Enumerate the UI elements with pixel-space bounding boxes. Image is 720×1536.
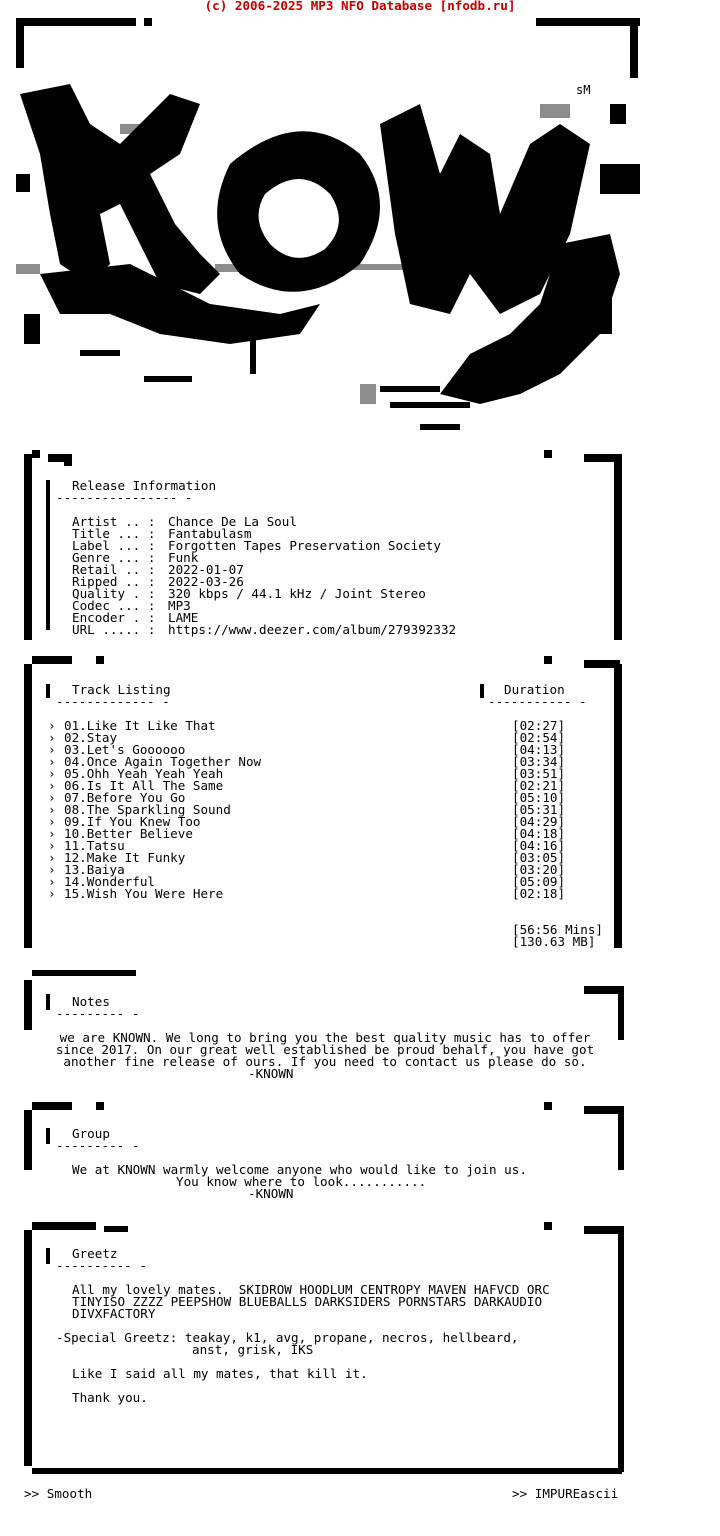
chevron-icon: › — [48, 790, 56, 805]
field-label: Label ... : — [72, 538, 156, 553]
field-value: 320 kbps / 44.1 kHz / Joint Stereo — [168, 586, 426, 601]
track-name: 08.The Sparkling Sound — [64, 802, 231, 817]
notes-section — [24, 970, 626, 1082]
group-section — [24, 1102, 626, 1202]
group-line: You know where to look........... — [176, 1174, 427, 1189]
section-header: Track Listing — [72, 682, 171, 697]
track-duration: [04:16] — [512, 838, 566, 853]
track-duration: [05:10] — [512, 790, 566, 805]
track-name: 09.If You Knew Too — [64, 814, 201, 829]
section-rule: --------- - — [56, 1006, 140, 1021]
chevron-icon: › — [48, 814, 56, 829]
track-name: 03.Let's Goooooo — [64, 742, 186, 757]
track-name: 13.Baiya — [64, 862, 125, 877]
track-duration: [04:13] — [512, 742, 566, 757]
field-value: Forgotten Tapes Preservation Society — [168, 538, 441, 553]
track-name: 11.Tatsu — [64, 838, 125, 853]
svg-text:sM: sM — [576, 83, 591, 97]
section-rule: ------------- - — [56, 694, 170, 709]
greetz-line: All my lovely mates. SKIDROW HOODLUM CENTROPY MAVEN HAFVCD ORC — [72, 1282, 550, 1297]
greetz-line: anst, grisk, IKS — [192, 1342, 314, 1357]
field-value: Chance De La Soul — [168, 514, 297, 529]
track-duration: [02:54] — [512, 730, 566, 745]
track-duration: [03:34] — [512, 754, 566, 769]
track-duration: [05:31] — [512, 802, 566, 817]
section-header: Greetz — [72, 1246, 118, 1261]
chevron-icon: › — [48, 778, 56, 793]
field-label: URL ..... : — [72, 622, 156, 637]
track-duration: [05:09] — [512, 874, 566, 889]
field-value: https://www.deezer.com/album/279392332 — [168, 622, 457, 637]
total-time: [56:56 Mins] — [512, 922, 603, 937]
chevron-icon: › — [48, 754, 56, 769]
field-value: MP3 — [168, 598, 191, 613]
signature: -KNOWN — [248, 1186, 294, 1201]
credit-line: (c) 2006-2025 MP3 NFO Database [nfodb.ru] — [204, 0, 516, 13]
release-section — [24, 450, 626, 640]
track-name: 12.Make It Funky — [64, 850, 186, 865]
field-label: Title ... : — [72, 526, 156, 541]
field-label: Artist .. : — [72, 514, 156, 529]
section-header: Notes — [72, 994, 110, 1009]
duration-header: Duration — [504, 682, 565, 697]
track-name: 10.Better Believe — [64, 826, 193, 841]
track-name: 07.Before You Go — [64, 790, 186, 805]
greetz-line: DIVXFACTORY — [72, 1306, 156, 1321]
tracklist-section — [24, 656, 626, 948]
track-name: 04.Once Again Together Now — [64, 754, 262, 769]
field-label: Codec ... : — [72, 598, 156, 613]
field-label: Retail .. : — [72, 562, 156, 577]
greetz-line: -Special Greetz: teakay, k1, avg, propane, necros, hellbeard, — [56, 1330, 519, 1345]
track-name: 06.Is It All The Same — [64, 778, 224, 793]
group-line: We at KNOWN warmly welcome anyone who would like to join us. — [72, 1162, 527, 1177]
section-header: Group — [72, 1126, 110, 1141]
field-value: 2022-03-26 — [168, 574, 244, 589]
track-duration: [02:18] — [512, 886, 566, 901]
footer-right: >> IMPUREascii — [512, 1486, 619, 1501]
track-duration: [02:27] — [512, 718, 566, 733]
notes-line: since 2017. On our great well established be proud behalf, you have got — [55, 1042, 595, 1057]
field-label: Ripped .. : — [72, 574, 156, 589]
track-duration: [03:05] — [512, 850, 566, 865]
footer-left: >> Smooth — [24, 1486, 93, 1501]
chevron-icon: › — [48, 874, 56, 889]
chevron-icon: › — [48, 850, 56, 865]
chevron-icon: › — [48, 742, 56, 757]
notes-line: another fine release of ours. If you need to contact us please do so. — [63, 1054, 587, 1069]
chevron-icon: › — [48, 718, 56, 733]
chevron-icon: › — [48, 886, 56, 901]
track-duration: [04:18] — [512, 826, 566, 841]
duration-rule: ----------- - — [488, 694, 587, 709]
field-label: Quality . : — [72, 586, 156, 601]
field-label: Genre ... : — [72, 550, 156, 565]
ascii-logo — [0, 14, 720, 444]
chevron-icon: › — [48, 730, 56, 745]
greetz-line: Like I said all my mates, that kill it. — [72, 1366, 368, 1381]
chevron-icon: › — [48, 802, 56, 817]
notes-line: we are KNOWN. We long to bring you the best quality music has to offer — [59, 1030, 591, 1045]
track-name: 02.Stay — [64, 730, 118, 745]
chevron-icon: › — [48, 826, 56, 841]
track-duration: [04:29] — [512, 814, 566, 829]
field-label: Encoder . : — [72, 610, 156, 625]
chevron-icon: › — [48, 766, 56, 781]
field-value: Funk — [168, 550, 199, 565]
chevron-icon: › — [48, 862, 56, 877]
track-duration: [03:20] — [512, 862, 566, 877]
total-size: [130.63 MB] — [512, 934, 596, 949]
track-duration: [02:21] — [512, 778, 566, 793]
field-value: 2022-01-07 — [168, 562, 244, 577]
section-rule: ---------- - — [56, 1258, 147, 1273]
greetz-section — [24, 1222, 626, 1476]
greetz-line: TINYISO ZZZZ PEEPSHOW BLUEBALLS DARKSIDERS PORNSTARS DARKAUDIO — [72, 1294, 543, 1309]
track-name: 01.Like It Like That — [64, 718, 216, 733]
track-name: 05.Ohh Yeah Yeah Yeah — [64, 766, 224, 781]
greetz-line: Thank you. — [72, 1390, 148, 1405]
chevron-icon: › — [48, 838, 56, 853]
section-header: Release Information — [72, 478, 217, 493]
section-rule: --------- - — [56, 1138, 140, 1153]
track-name: 14.Wonderful — [64, 874, 155, 889]
signature: -KNOWN — [248, 1066, 294, 1081]
field-value: LAME — [168, 610, 199, 625]
field-value: Fantabulasm — [168, 526, 252, 541]
track-name: 15.Wish You Were Here — [64, 886, 224, 901]
section-rule: ---------------- - — [56, 490, 193, 505]
track-duration: [03:51] — [512, 766, 566, 781]
